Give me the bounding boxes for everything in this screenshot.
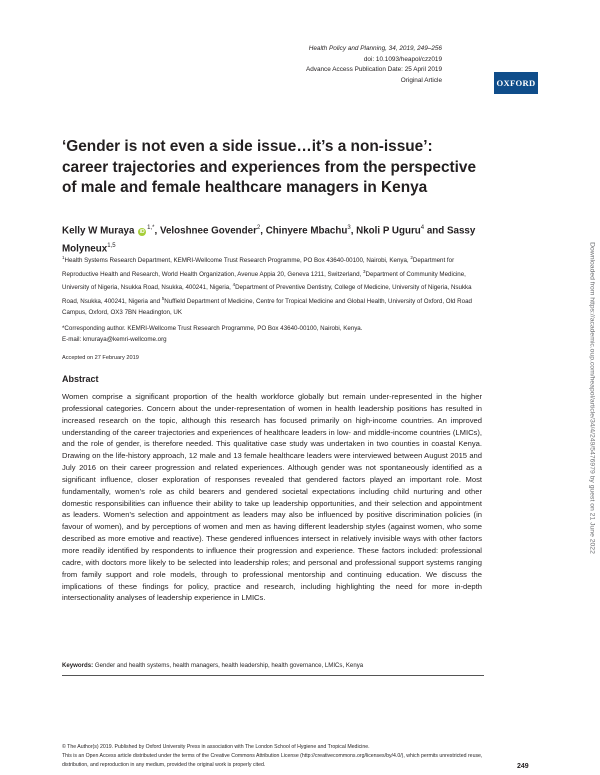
affiliations — [62, 253, 482, 318]
affiliation-number: 2 — [410, 255, 413, 260]
license-text: This is an Open Access article distributed under the terms of the Creative Commons Attribution License (http://creativecommons.org/licenses/by/4.0/), which permits unrestricted reuse, distribution, and reproduction in any medium, provided the original work is properly cited. — [62, 753, 483, 768]
affiliation-number: 5 — [161, 295, 165, 301]
affiliation-number: 1 — [62, 255, 65, 260]
doi-link[interactable]: doi: 10.1093/heapol/czz019 — [363, 55, 442, 63]
author-name[interactable]: Kelly W Muraya — [62, 225, 135, 237]
article-type: Original Article — [400, 76, 442, 84]
keywords — [62, 661, 482, 670]
author-affiliation-ref: 1, — [147, 225, 153, 231]
corresponding-author — [62, 324, 482, 345]
journal-citation: Health Policy and Planning, 34, 2019, 249–256 — [308, 45, 442, 52]
footer-divider — [62, 675, 484, 676]
orcid-icon[interactable]: iD — [139, 229, 145, 236]
abstract-heading: Abstract — [62, 374, 99, 384]
author-name[interactable]: Sassy Molyneux — [62, 225, 476, 255]
license-notice — [62, 743, 502, 770]
author-separator: , — [260, 225, 266, 237]
author-affiliation-ref: 2 — [256, 225, 261, 231]
keywords-list: Gender and health systems, health managers, health leadership, health governance, LMICs, Kenya — [94, 662, 364, 669]
author-separator: , — [154, 225, 160, 237]
author-affiliation-ref: 3 — [347, 225, 351, 231]
corresponding-email[interactable]: E-mail: kmuraya@kemri-wellcome.org — [62, 335, 167, 343]
article-metadata — [142, 44, 442, 86]
corresponding-address: *Corresponding author. KEMRI-Wellcome Trust Research Programme, PO Box 43640-00100, Nairobi, Kenya. — [62, 325, 363, 332]
publication-date: Advance Access Publication Date: 25 April 2019 — [305, 66, 442, 74]
affiliation-text: Department of Preventive Dentistry, College of Medicine, University of Nigeria, Nsukka Road, Nsukka, 400241, Nigeria and — [62, 284, 472, 306]
author-name[interactable]: Nkoli P Uguru — [356, 225, 421, 237]
download-watermark — [587, 178, 596, 618]
oxford-logo — [494, 72, 538, 94]
author-separator: and — [424, 225, 447, 237]
accepted-date: Accepted on 27 February 2019 — [62, 355, 139, 361]
page-number: 249 — [517, 763, 529, 770]
article-title: ‘Gender is not even a side issue…it’s a non-issue’: career trajectories and experiences from the perspective of male and female healthcare managers in Kenya — [62, 138, 477, 197]
affiliation-number: 3 — [362, 268, 366, 274]
copyright-line: © The Author(s) 2019. Published by Oxford University Press in association with The London School of Hygiene and Tropical Medicine. — [62, 744, 370, 750]
oxford-logo-text: OXFORD — [496, 78, 536, 88]
affiliation-text: Department of Community Medicine, University of Nigeria, Nsukka Road, Nsukka, 400241, Nigeria, — [62, 270, 466, 292]
affiliation-text: Nuffield Department of Medicine, Centre for Tropical Medicine and Global Health, University of Oxford, Old Road Campus, Oxford, OX3 7BN Headington, UK — [62, 298, 472, 316]
author-separator: , — [350, 225, 357, 237]
affiliation-number: 4 — [232, 282, 236, 288]
author-name[interactable]: Chinyere Mbachu — [265, 225, 348, 237]
abstract-body: Women comprise a significant proportion of the health workforce globally but remain under-represented in the higher professional categories. Concern about the under-representation of women in health leadership positions has resulted in increased research on the topic, although this research has focused primarily on high-income countries. An improved understanding of the career trajectories and experiences of healthcare leaders in low- and middle-income countries (LMICs), and the role of gender, is therefore needed. This qualitative case study was undertaken in two counties in coastal Kenya. Drawing on the life-history approach, 12 male and 13 female healthcare leaders were interviewed between August 2015 and July 2016 on their career progression and related experiences. Although gender was not spontaneously identified as a significant influence, closer exploration of responses revealed that gendered factors played an important role. Most fundamentally, women’s role as child bearers and gendered societal expectations including child nurturing and other domestic responsibilities can influence their ability to take up leadership opportunities, and their selection and appointment as leaders. Women’s selection and appointment as leaders may also be influenced by positive discrimination policies (in favour of women), and by perceptions of women and men as having different leadership styles (against women, who some described as more emotive and reactive). These gendered influences intersect in relatively invisible ways with other factors more readily identified by respondents to influence their progression and experience. These factors included: professional cadre, with doctors more likely to be selected into leadership roles; and personal and professional support systems ranging from family support and role models, through to professional mentorship and continuing education. We discuss the implications of these findings for policy, practice and research, including highlighting the need for more in-depth intersectionality analyses of leadership experience in LMICs. — [62, 392, 482, 603]
author-affiliation-ref: 1,5 — [107, 242, 116, 249]
download-watermark-text: Downloaded from https://academic.oup.com/heapol/article/34/4/249/5476979 by guest on 21 June 2022 — [588, 242, 595, 554]
corresponding-author-mark: * — [152, 225, 155, 231]
author-affiliation-ref: 4 — [420, 225, 425, 231]
keywords-label: Keywords: — [62, 662, 94, 669]
affiliation-text: Department for Reproductive Health and Research, World Health Organization, Avenue Appia 20, Geneva 1211, Switzerland, — [62, 257, 455, 278]
author-list — [62, 221, 482, 257]
author-name[interactable]: Veloshnee Govender — [159, 225, 257, 237]
affiliation-text: Health Systems Research Department, KEMRI-Wellcome Trust Research Programme, PO Box 43640-00100, Nairobi, Kenya, — [64, 257, 411, 265]
